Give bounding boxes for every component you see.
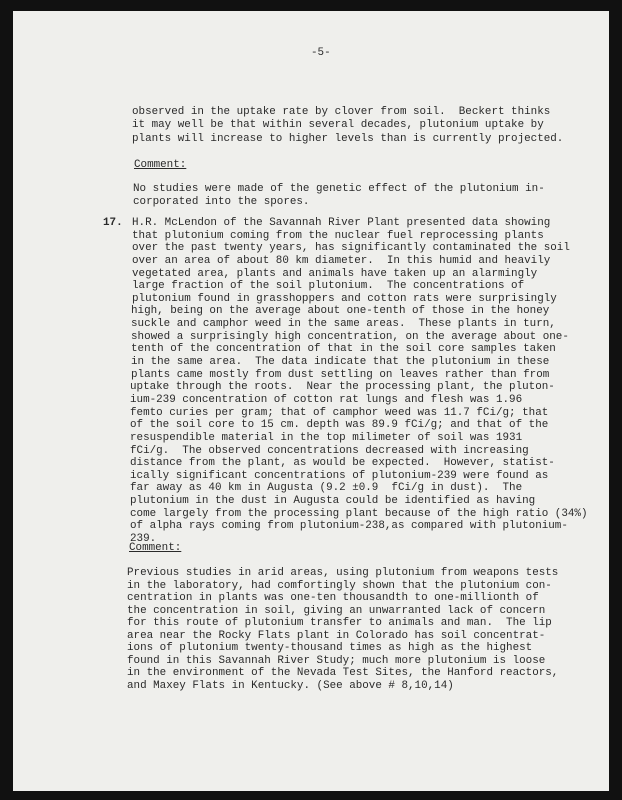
text-line: plutonium in the dust in Augusta could be identified as having <box>130 495 536 508</box>
text-line: ically significant concentrations of plutonium-239 were found as <box>130 469 549 482</box>
page-number: -5- <box>311 47 331 59</box>
text-line: high, being on the average about one-tenth of those in the honey <box>131 305 550 318</box>
text-line: over the past twenty years, has significantly contaminated the soil <box>132 242 570 255</box>
text-line: 239. <box>130 533 157 546</box>
text-line: suckle and camphor weed in the same areas. These plants in turn, <box>131 318 556 331</box>
comment-paragraph <box>127 567 558 692</box>
text-line: fCi/g. The observed concentrations decreased with increasing <box>130 444 529 457</box>
text-line: H.R. McLendon of the Savannah River Plant presented data showing <box>132 217 551 229</box>
comment-heading: Comment: <box>134 159 187 171</box>
item-17-paragraph <box>132 217 589 546</box>
text-line: plants will increase to higher levels than is currently projected. <box>132 132 564 145</box>
text-line: it may well be that within several decades, plutonium uptake by <box>132 119 544 132</box>
comment-paragraph <box>133 183 545 210</box>
text-line: in the same area. The data indicate that the plutonium in these <box>131 356 550 369</box>
text-line: of the soil core to 15 cm. depth was 89.9 fCi/g; and that of the <box>130 419 549 432</box>
text-line: the concentration in soil, giving an unwarranted lack of concern <box>127 604 546 617</box>
paragraph-continued <box>132 106 563 146</box>
text-line: No studies were made of the genetic effect of the plutonium in- <box>133 183 545 195</box>
text-line: in the laboratory, had comfortingly shown that the plutonium con- <box>127 579 552 592</box>
text-line: showed a surprisingly high concentration, on the average about one- <box>131 330 569 343</box>
text-line: for this route of plutonium transfer to animals and man. The lip <box>127 617 552 629</box>
text-line: of alpha rays coming from plutonium-238,as compared with plutonium- <box>130 520 568 533</box>
text-line: ions of plutonium twenty-thousand times as high as the highest <box>127 642 533 654</box>
text-line: tenth of the concentration of that in the soil core samples taken <box>131 343 556 356</box>
text-line: in the environment of the Nevada Test Sites, the Hanford reactors, <box>127 667 559 679</box>
text-line: over an area of about 80 km diameter. In this humid and heavily <box>132 254 551 267</box>
text-line: large fraction of the soil plutonium. The concentrations of <box>132 280 525 293</box>
text-line: centration in plants was one-ten thousandth to one-millionth of <box>127 592 539 604</box>
text-line: plants came mostly from dust settling on leaves rather than from <box>131 368 550 381</box>
text-line: Previous studies in arid areas, using plutonium from weapons tests <box>127 567 559 579</box>
text-line: ium-239 concentration of cotton rat lungs and flesh was 1.96 <box>130 393 523 406</box>
text-line: vegetated area, plants and animals have taken up an alarmingly <box>132 267 538 280</box>
comment-heading: Comment: <box>129 542 182 554</box>
text-line: uptake through the roots. Near the processing plant, the pluton- <box>130 381 555 394</box>
text-line: corporated into the spores. <box>133 196 310 209</box>
text-line: plutonium found in grasshoppers and cotton rats were surprisingly <box>132 292 557 305</box>
text-line: that plutonium coming from the nuclear fuel reprocessing plants <box>132 229 544 242</box>
item-number: 17. <box>103 217 123 229</box>
text-line: observed in the uptake rate by clover from soil. Beckert thinks <box>132 106 551 118</box>
document-page <box>13 11 609 791</box>
text-line: and Maxey Flats in Kentucky. (See above # 8,10,14) <box>127 679 454 692</box>
text-line: area near the Rocky Flats plant in Colorado has soil concentrat- <box>127 629 546 642</box>
text-line: distance from the plant, as would be expected. However, statist- <box>130 457 555 470</box>
text-line: femto curies per gram; that of camphor weed was 11.7 fCi/g; that <box>130 406 549 419</box>
text-line: found in this Savannah River Study; much more plutonium is loose <box>127 654 546 667</box>
text-line: come largely from the processing plant because of the high ratio (34%) <box>130 507 588 520</box>
text-line: far away as 40 km in Augusta (9.2 ±0.9 fCi/g in dust). The <box>130 482 523 495</box>
text-line: resuspendible material in the top milimeter of soil was 1931 <box>130 431 523 444</box>
